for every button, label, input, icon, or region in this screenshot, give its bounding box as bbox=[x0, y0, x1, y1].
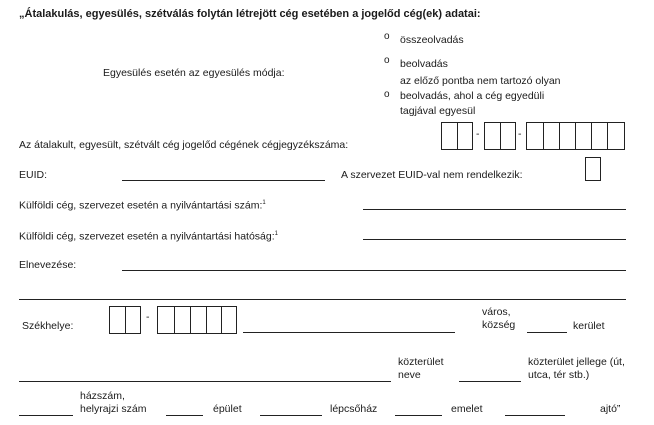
foreign-reg-number-field[interactable] bbox=[363, 209, 626, 210]
staircase-field[interactable] bbox=[260, 415, 322, 416]
footnote-marker: 1 bbox=[262, 200, 266, 206]
radio-beolvadas[interactable]: o bbox=[384, 55, 390, 66]
option-beolvadas-label: beolvadás bbox=[400, 58, 448, 70]
footnote-marker: 1 bbox=[274, 231, 278, 237]
name-label: Elnevezése: bbox=[19, 259, 77, 271]
public-area-type-field[interactable] bbox=[459, 381, 521, 382]
floor-field[interactable] bbox=[395, 415, 442, 416]
postal-code-box-2[interactable] bbox=[157, 306, 237, 334]
radio-egyeduli-tag-beolvadas[interactable]: o bbox=[384, 89, 390, 100]
reg-number-serial-box[interactable] bbox=[526, 122, 625, 150]
staircase-label: lépcsőház bbox=[330, 403, 378, 415]
door-field[interactable] bbox=[505, 415, 565, 416]
city-field[interactable] bbox=[243, 332, 455, 333]
name-field-continued[interactable] bbox=[19, 299, 626, 300]
city-label: város, község bbox=[482, 306, 516, 331]
house-number-field[interactable] bbox=[19, 415, 73, 416]
building-label: épület bbox=[213, 403, 242, 415]
district-label: kerület bbox=[573, 320, 605, 332]
no-euid-checkbox[interactable] bbox=[585, 157, 601, 181]
reg-number-label: Az átalakult, egyesült, szétvált cég jogelőd cégének cégjegyzékszáma: bbox=[19, 139, 349, 151]
public-area-type-label: közterület jellege (út, utca, tér stb.) bbox=[528, 356, 625, 381]
euid-label: EUID: bbox=[19, 169, 48, 181]
no-euid-label: A szervezet EUID-val nem rendelkezik: bbox=[341, 169, 523, 181]
reg-number-court-box[interactable] bbox=[441, 122, 473, 150]
floor-label: emelet bbox=[451, 403, 483, 415]
foreign-authority-field[interactable] bbox=[363, 239, 626, 240]
postal-code-dash: - bbox=[146, 311, 150, 323]
merger-method-label: Egyesülés esetén az egyesülés módja: bbox=[103, 67, 285, 79]
door-label: ajtó” bbox=[600, 403, 621, 415]
seat-label: Székhelye: bbox=[22, 320, 74, 332]
house-number-label: házszám, helyrajzi szám bbox=[80, 390, 147, 415]
public-area-name-field[interactable] bbox=[19, 381, 391, 382]
section-title: „Átalakulás, egyesülés, szétválás folytán létrejött cég esetében a jogelőd cég(ek) adatai: bbox=[19, 8, 481, 20]
public-area-name-label: közterület neve bbox=[398, 356, 444, 381]
reg-number-type-box[interactable] bbox=[484, 122, 516, 150]
district-field[interactable] bbox=[527, 332, 567, 333]
option-osszeolvadas-label: összeolvadás bbox=[400, 34, 464, 46]
foreign-reg-number-label: Külföldi cég, szervezet esetén a nyilvántartási szám:$^1$ bbox=[19, 199, 266, 212]
radio-osszeolvadas[interactable]: o bbox=[384, 31, 390, 42]
name-field[interactable] bbox=[122, 270, 626, 271]
postal-code-box-1[interactable] bbox=[109, 306, 141, 334]
reg-number-dash-1: - bbox=[476, 128, 480, 140]
foreign-authority-label: Külföldi cég, szervezet esetén a nyilvántartási hatóság:$^1$ bbox=[19, 230, 278, 243]
reg-number-dash-2: - bbox=[518, 128, 522, 140]
building-field[interactable] bbox=[166, 415, 203, 416]
option-egyeduli-tag-label: az előző pontba nem tartozó olyan beolvadás, ahol a cég egyedüli tagjával egyesül bbox=[400, 75, 561, 117]
euid-field[interactable] bbox=[122, 180, 325, 181]
